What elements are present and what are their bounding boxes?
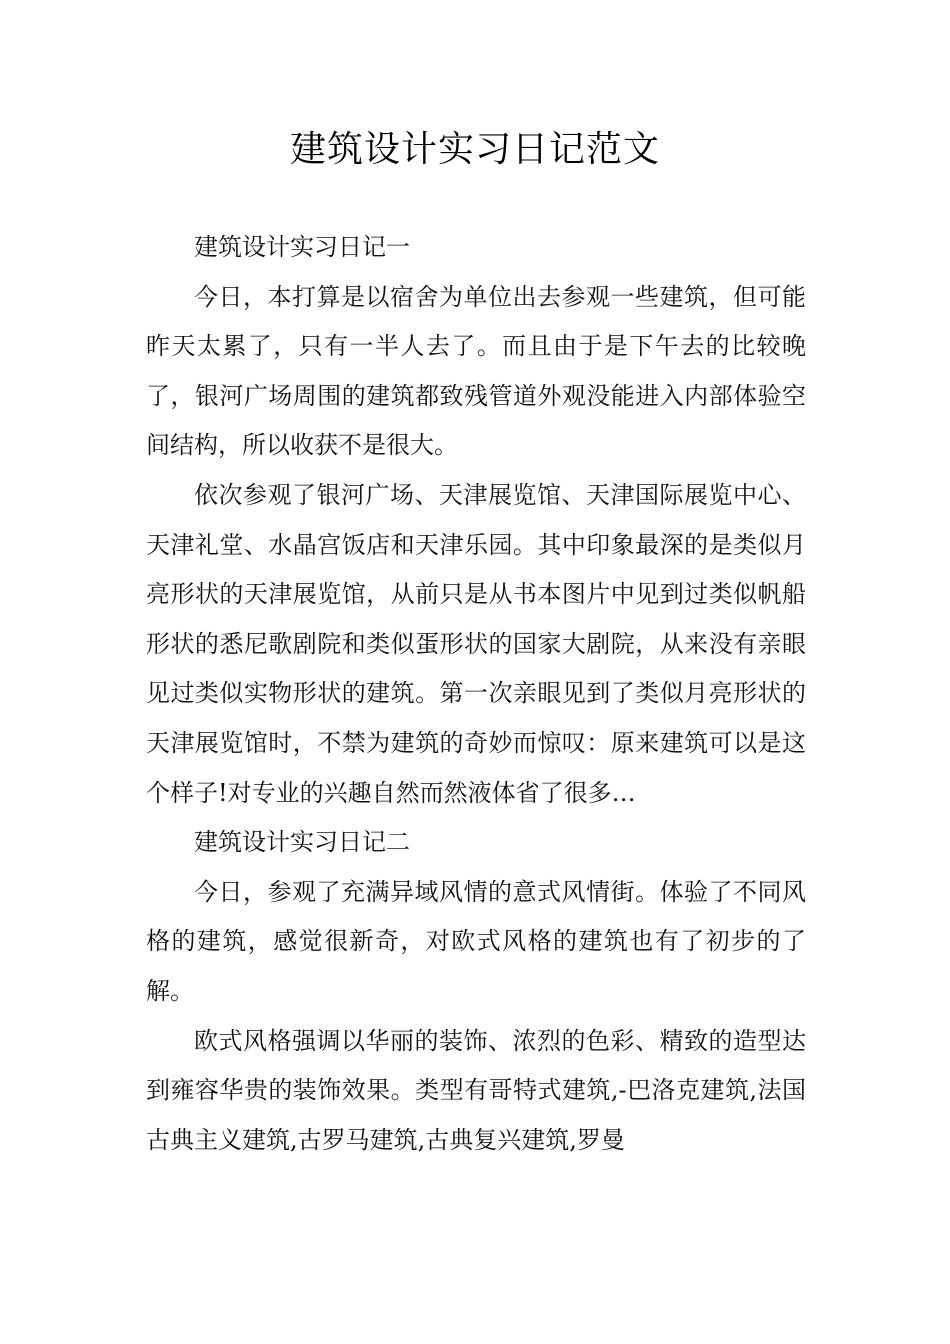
section-heading: 建筑设计实习日记二 bbox=[194, 828, 410, 857]
section-2 bbox=[146, 818, 806, 1165]
document-body bbox=[146, 223, 806, 1165]
paragraph: 今日，参观了充满异域风情的意式风情街。体验了不同风格的建筑，感觉很新奇，对欧式风格的建筑也有了初步的了解。 bbox=[146, 877, 806, 1005]
document-title: 建筑设计实习日记范文 bbox=[289, 129, 660, 170]
paragraph: 依次参观了银河广场、天津展览馆、天津国际展览中心、天津礼堂、水晶宫饭店和天津乐园。其中印象最深的是类似月亮形状的天津展览馆，从前只是从书本图片中见到过类似帆船形状的悉尼歌剧院和类似蛋形状的国家大剧院，从来没有亲眼见过类似实物形状的建筑。第一次亲眼见到了类似月亮形状的天津展览馆时，不禁为建筑的奇妙而惊叹：原来建筑可以是这个样子!对专业的兴趣自然而然液体省了很多… bbox=[146, 480, 806, 807]
section-heading: 建筑设计实习日记一 bbox=[194, 233, 410, 261]
paragraph: 欧式风格强调以华丽的装饰、浓烈的色彩、精致的造型达到雍容华贵的装饰效果。类型有哥特式建筑,-巴洛克建筑,法国古典主义建筑,古罗马建筑,古典复兴建筑,罗曼 bbox=[146, 1026, 806, 1154]
paragraph: 今日，本打算是以宿舍为单位出去参观一些建筑，但可能昨天太累了，只有一半人去了。而且由于是下午去的比较晚了，银河广场周围的建筑都致残管道外观没能进入内部体验空间结构，所以收获不是很大。 bbox=[146, 282, 806, 460]
section-1 bbox=[146, 223, 806, 818]
